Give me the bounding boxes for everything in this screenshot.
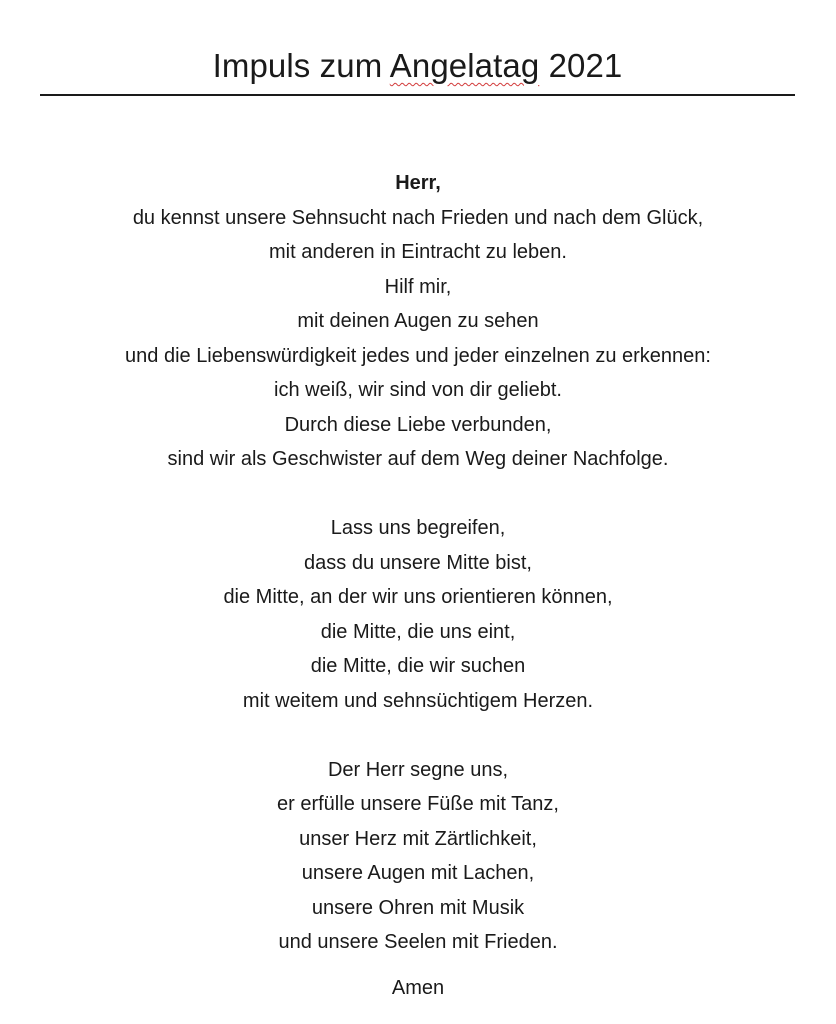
poem-line: Lass uns begreifen, <box>330 517 506 539</box>
title-prefix: Impuls zum <box>212 47 390 84</box>
poem-line: die Mitte, die uns eint, <box>320 620 516 643</box>
closing-amen: Amen <box>391 977 445 999</box>
title-block <box>40 38 795 96</box>
poem-line: er erfülle unsere Füße mit Tanz, <box>277 793 559 815</box>
poem-line: sind wir als Geschwister auf dem Weg deiner Nachfolge. <box>167 448 669 470</box>
poem-line: du kennst unsere Sehnsucht nach Frieden und nach dem Glück, <box>132 206 704 229</box>
stanza-2 <box>0 511 836 718</box>
poem-line: und unsere Seelen mit Frieden. <box>278 931 558 953</box>
poem-line: unsere Augen mit Lachen, <box>301 862 535 884</box>
poem-line: Hilf mir, <box>384 275 452 298</box>
poem-line: Der Herr segne uns, <box>327 758 509 781</box>
poem-line-heading: Herr, <box>395 172 441 194</box>
poem-line: mit deinen Augen zu sehen <box>297 310 539 332</box>
stanza-3 <box>0 753 836 960</box>
poem-line: dass du unsere Mitte bist, <box>304 551 532 574</box>
poem-line: Durch diese Liebe verbunden, <box>284 413 552 436</box>
stanza-1 <box>0 166 836 477</box>
poem-line: die Mitte, an der wir uns orientieren können, <box>223 586 613 608</box>
poem-line: ich weiß, wir sind von dir geliebt. <box>274 379 562 401</box>
title-misspelled-word[interactable]: Angelatag <box>389 47 540 84</box>
poem-line: unsere Ohren mit Musik <box>311 896 525 919</box>
poem-line: mit anderen in Eintracht zu leben. <box>269 241 567 263</box>
poem-line: und die Liebenswürdigkeit jedes und jeder einzelnen zu erkennen: <box>125 344 711 367</box>
poem-line: mit weitem und sehnsüchtigem Herzen. <box>242 689 594 712</box>
poem-line: unser Herz mit Zärtlichkeit, <box>299 827 537 850</box>
title-suffix: 2021 <box>539 47 623 84</box>
page-title <box>213 38 623 94</box>
poem-line: die Mitte, die wir suchen <box>310 655 526 677</box>
poem-body <box>0 166 836 960</box>
